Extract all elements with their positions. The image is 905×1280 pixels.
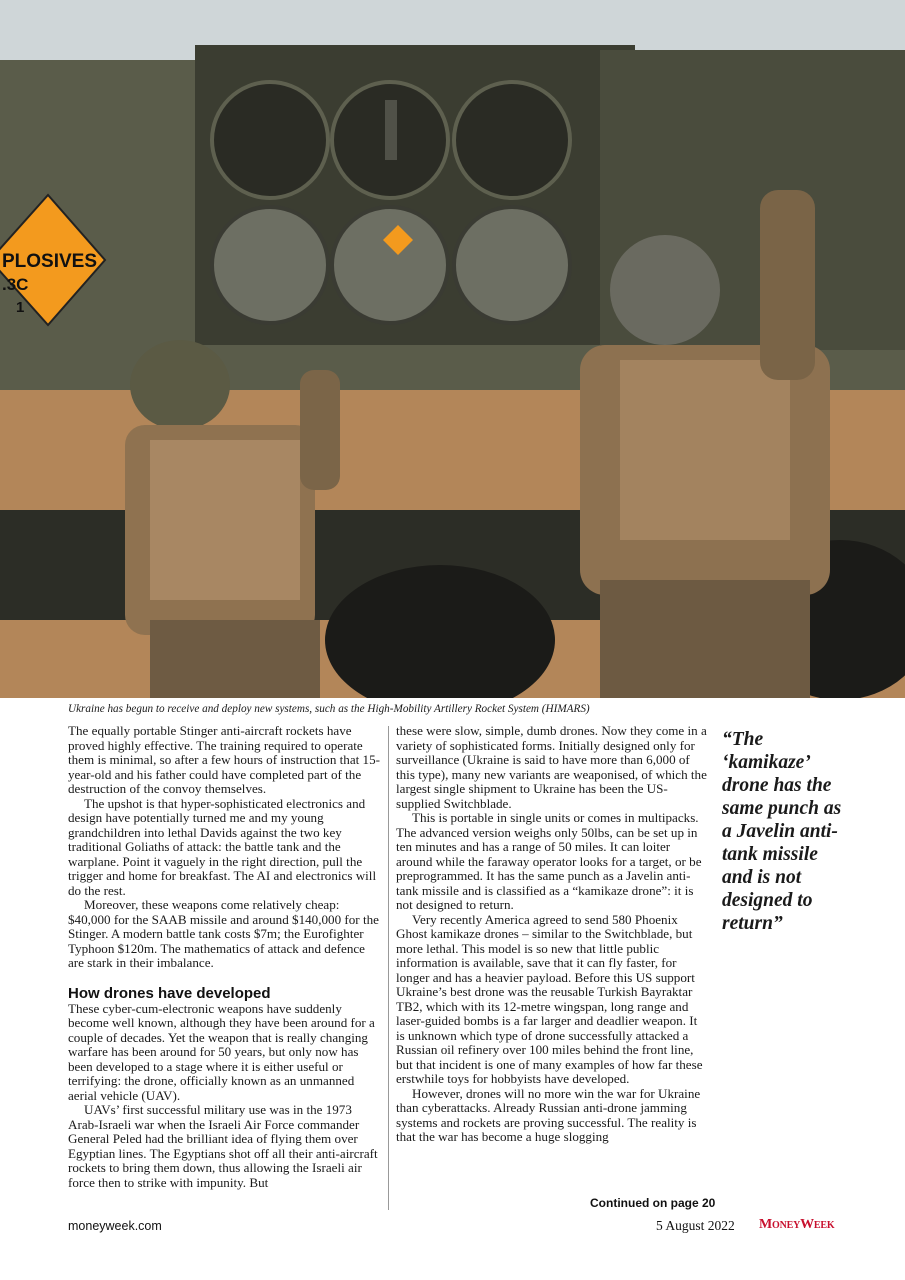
paragraph: This is portable in single units or comes in multipacks. The advanced version weighs only 50lbs, can be set up in ten minutes and has a range of 50 miles. It can loiter around while the faraway operator looks for a target, or be preprogrammed. It has the same punch as a Javelin anti-tank missile and is classified as a “kamikaze drone”: it is not designed to return. [396, 810, 702, 912]
soldier-right [580, 190, 830, 698]
footer-website[interactable]: moneyweek.com [68, 1219, 162, 1233]
continued-note[interactable]: Continued on page 20 [590, 1196, 716, 1210]
paragraph: Moreover, these weapons come relatively cheap: $40,000 for the SAAB missile and around $140,000 for the Stinger. A modern battle tank costs $7m; the Eurofighter Typhoon $120m. The mathematics of attack and defence are stark in their imbalance. [68, 897, 379, 970]
section-heading: How drones have developed [68, 984, 271, 1002]
column-divider [388, 726, 389, 1210]
placard-class: .3C [2, 275, 29, 294]
paragraph: The upshot is that hyper-sophisticated electronics and design have potentially turned me and my young grandchildren into lethal Davids against the two key traditional Goliaths of attack: the battle tank and the warplane. Point it vaguely in the right direction, pull the trigger and home for breakfast. The AI and electronics will do the rest. [68, 795, 377, 898]
brand-logo: MoneyWeek [759, 1217, 835, 1232]
article-column-2 [396, 724, 707, 1145]
photo-caption: Ukraine has begun to receive and deploy new systems, such as the High-Mobility Artillery Rocket System (HIMARS) [68, 703, 590, 715]
placard-label: PLOSIVES [2, 251, 98, 272]
paragraph: The equally portable Stinger anti-aircraft rockets have proved highly effective. The training required to operate them is minimal, so after a few hours of instruction that 15-year-old and his father could have completed part of the destruction of the convoy themselves. [68, 723, 380, 796]
placard-division: 1 [16, 299, 25, 316]
paragraph: these were slow, simple, dumb drones. Now they come in a variety of sophisticated forms. Initially designed only for surveillance (Ukraine is said to have more than 6,000 of this type), many new variants are weaponised, of which the largest single shipment to Ukraine has been the US-supplied Switchblade. [396, 723, 707, 811]
paragraph: These cyber-cum-electronic weapons have suddenly become well known, although they have been around for a couple of decades. Yet the weapon that is really changing warfare has been around for 50 years, but only now has been developed to a stage where it is either useful or terrifying: the drone, officially known as an unmanned aerial vehicle (UAV). [68, 1000, 375, 1103]
footer-date: 5 August 2022 [656, 1218, 735, 1233]
article-column-1 [68, 724, 380, 1190]
paragraph: However, drones will no more win the war for Ukraine than cyberattacks. Already Russian anti-drone jamming systems and rockets are proving successful. The reality is that the war has become a huge slogging [396, 1085, 701, 1144]
pull-quote: “The ‘kamikaze’ drone has the same punch as a Javelin anti-tank missile and is not designed to return” [722, 729, 842, 934]
paragraph: Very recently America agreed to send 580 Phoenix Ghost kamikaze drones – similar to the Switchblade, but more lethal. This model is so new that little public information is available, save that it can fly faster, for longer and has a heavier payload. Before this US support Ukraine’s best drone was the reusable Turkish Bayraktar TB2, which with its 12-metre wingspan, long range and laser-guided bombs is a far larger and deadlier weapon. It is unknown which type of drone successfully attacked a Russian oil refinery over 100 miles behind the front line, but that incident is one of many examples of how far these erstwhile toys for hobbyists have developed. [396, 911, 703, 1086]
paragraph: UAVs’ first successful military use was in the 1973 Arab-Israeli war when the Israeli Air Force commander General Peled had the brilliant idea of flying them over Egyptian lines. The Egyptians shot off all their anti-aircraft rockets to bring them down, thus allowing the Israeli air force then to strike with impunity. But [68, 1102, 378, 1190]
